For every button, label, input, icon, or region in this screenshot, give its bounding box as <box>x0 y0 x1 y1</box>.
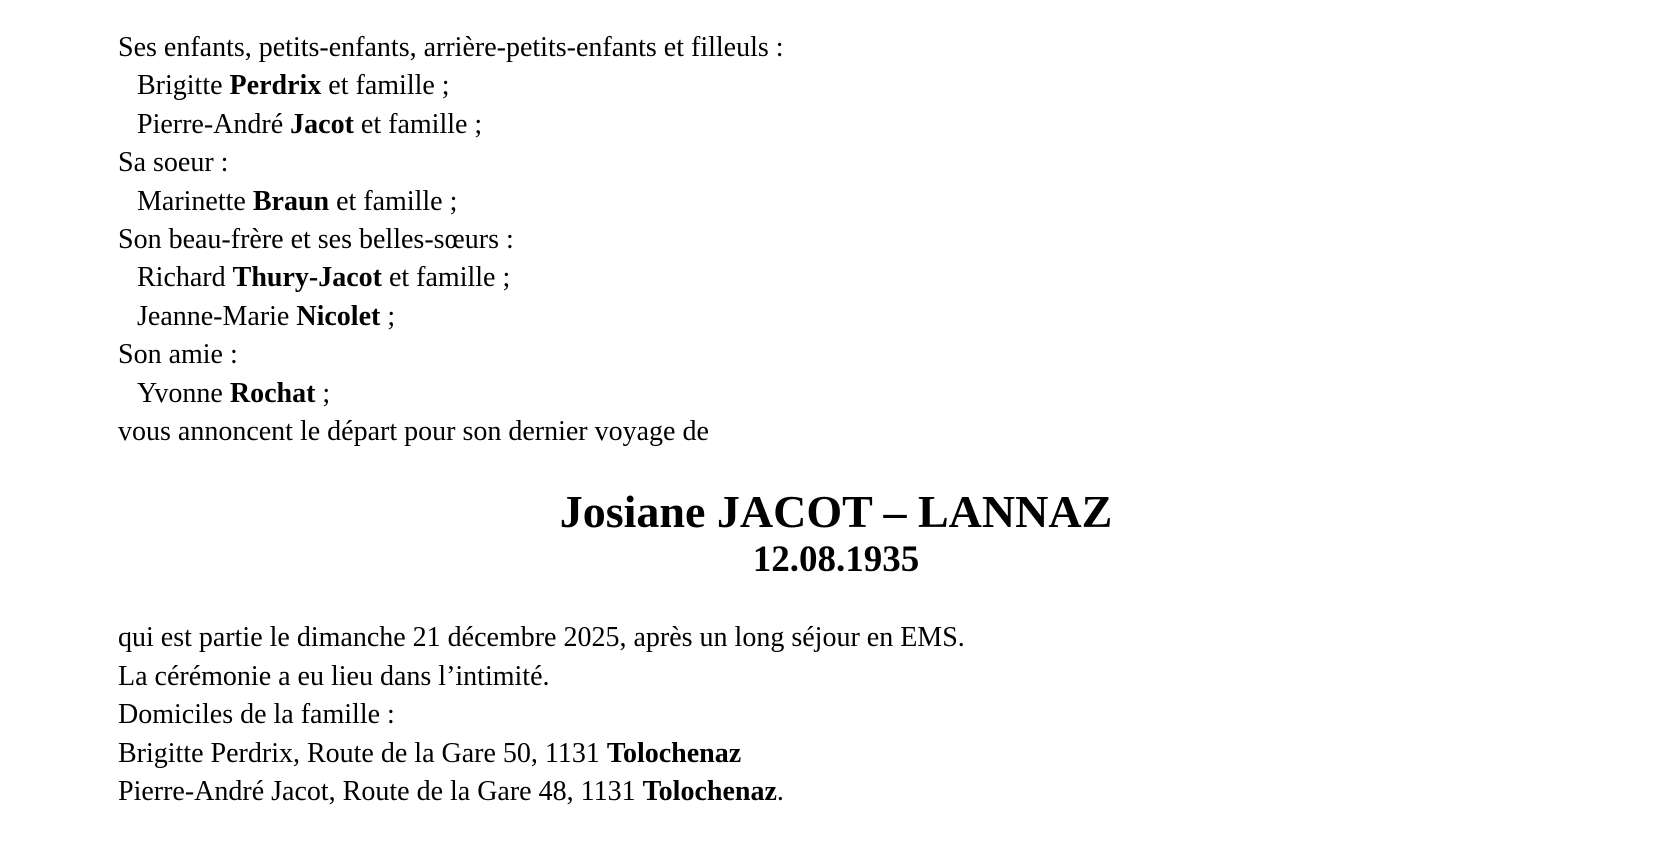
bold-name-segment: Tolochenaz <box>642 776 777 808</box>
bold-name-segment: Tolochenaz <box>606 737 742 769</box>
text-segment: et famille ; <box>321 70 450 102</box>
bold-name-segment: Nicolet <box>296 300 381 332</box>
text-line <box>118 29 1554 67</box>
text-line <box>118 658 1554 696</box>
text-segment: ; <box>315 377 331 409</box>
text-segment: et famille ; <box>353 108 483 140</box>
text-segment: et famille ; <box>329 185 458 217</box>
text-segment: qui est partie le dimanche 21 décembre 2025, après un long séjour en EMS. <box>118 622 965 654</box>
text-line <box>118 221 1554 259</box>
text-segment: Ses enfants, petits-enfants, arrière-petits-enfants et filleuls : <box>118 32 784 63</box>
text-line <box>118 773 1554 811</box>
text-line <box>118 259 1554 297</box>
text-segment: La cérémonie a eu lieu dans l’intimité. <box>118 660 550 692</box>
text-line <box>118 144 1554 182</box>
text-line <box>118 735 1554 773</box>
obituary-content <box>118 0 1554 812</box>
text-line <box>118 413 1554 451</box>
text-segment: . <box>776 776 784 808</box>
text-segment: Son beau-frère et ses belles-sœurs : <box>118 224 514 256</box>
text-segment: Marinette <box>137 185 253 217</box>
text-segment: Brigitte <box>137 70 230 102</box>
text-segment: Son amie : <box>118 339 238 371</box>
bold-name-segment: Braun <box>252 185 330 217</box>
text-segment: vous annoncent le départ pour son dernier voyage de <box>118 416 709 448</box>
text-line <box>118 696 1554 734</box>
text-segment: Sa soeur : <box>118 147 229 179</box>
text-segment: Pierre-André Jacot, Route de la Gare 48, 1131 <box>118 776 643 808</box>
family-announcement-block <box>118 0 1554 451</box>
text-line <box>118 375 1554 413</box>
text-segment: Brigitte Perdrix, Route de la Gare 50, 1131 <box>118 737 607 769</box>
text-segment: ; <box>380 300 396 332</box>
text-line <box>118 336 1554 374</box>
text-segment: Yvonne <box>137 377 230 409</box>
text-segment: Domiciles de la famille : <box>118 699 395 731</box>
text-line <box>118 106 1554 144</box>
text-segment: Jeanne-Marie <box>137 300 297 332</box>
text-line <box>118 619 1554 657</box>
bold-name-segment: Rochat <box>229 377 316 409</box>
text-line <box>118 298 1554 336</box>
birth-date: 12.08.1935 <box>752 539 920 581</box>
text-line <box>118 183 1554 221</box>
text-segment: Richard <box>137 262 233 294</box>
ceremony-details-block <box>118 619 1554 811</box>
deceased-name: Josiane JACOT – LANNAZ <box>559 486 1113 538</box>
bold-name-segment: Jacot <box>290 108 354 140</box>
bold-name-segment: Perdrix <box>229 70 322 102</box>
text-segment: Pierre-André <box>137 108 291 140</box>
text-line <box>118 67 1554 105</box>
bold-name-segment: Thury-Jacot <box>232 262 382 294</box>
text-segment: et famille ; <box>381 262 511 294</box>
